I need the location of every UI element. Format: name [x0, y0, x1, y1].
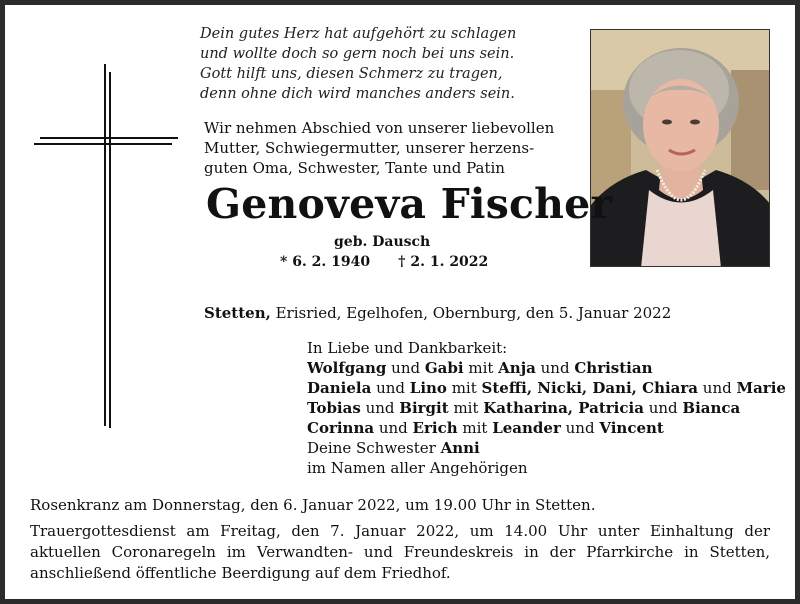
family-line [307, 418, 786, 438]
funeral-service-notice: Trauergottesdienst am Freitag, den 7. Januar 2022, um 14.00 Uhr unter Einhaltung der aktuellen Coronaregeln im Verwandten- und Freundeskreis in der Pfarrkirche in Stetten, anschließend öffentliche Beerdigung auf dem Friedhof. [30, 522, 770, 582]
intro-line: Wir nehmen Abschied von unserer liebevollen [204, 119, 555, 137]
family-line [307, 398, 786, 418]
place-date-rest: Erisried, Egelhofen, Obernburg, den 5. Januar 2022 [270, 304, 672, 322]
family-segment: Wolfgang [307, 359, 387, 377]
family-segment: mit [463, 359, 499, 377]
family-segment: und [698, 379, 737, 397]
family-segment: Tobias [307, 399, 361, 417]
place-date-line [204, 304, 671, 322]
family-segment: Katharina, Patricia [483, 399, 644, 417]
family-segment: Anni [440, 439, 480, 457]
family-segment: mit [446, 379, 482, 397]
family-segment: im Namen aller Angehörigen [307, 459, 528, 477]
birth-date: * 6. 2. 1940 [280, 254, 371, 270]
life-dates [280, 254, 488, 270]
family-segment: Erich [412, 419, 458, 437]
deceased-name: Genoveva Fischer [206, 180, 613, 228]
family-segment: Gabi [424, 359, 464, 377]
family-line [307, 358, 786, 378]
family-line [307, 438, 786, 458]
family-list [307, 338, 786, 478]
portrait-photo [590, 29, 770, 267]
family-segment: und [643, 399, 683, 417]
family-segment: und [535, 359, 575, 377]
poem-line: und wollte doch so gern noch bei uns sein. [200, 46, 515, 62]
poem-line: denn ohne dich wird manches anders sein. [200, 86, 515, 102]
intro-text [204, 118, 554, 178]
family-segment: mit [448, 399, 484, 417]
family-segment: und [386, 359, 425, 377]
poem-line: Gott hilft uns, diesen Schmerz zu tragen, [200, 66, 503, 82]
family-segment: Anja [498, 359, 536, 377]
family-segment: Lino [409, 379, 447, 397]
family-segment: und [560, 419, 600, 437]
poem [200, 24, 516, 104]
death-date: † 2. 1. 2022 [398, 254, 489, 270]
intro-line: guten Oma, Schwester, Tante und Patin [204, 159, 505, 177]
family-segment: Steffi, Nicki, Dani, Chiara [481, 379, 699, 397]
family-line [307, 378, 786, 398]
family-segment: mit [457, 419, 493, 437]
family-segment: Bianca [682, 399, 741, 417]
family-line [307, 458, 786, 478]
family-segment: Marie [736, 379, 786, 397]
maiden-name: geb. Dausch [334, 234, 431, 250]
rosary-notice: Rosenkranz am Donnerstag, den 6. Januar 2022, um 19.00 Uhr in Stetten. [30, 496, 596, 514]
town-name: Stetten, [204, 304, 271, 322]
family-segment: Birgit [399, 399, 449, 417]
family-segment: Corinna [307, 419, 375, 437]
family-segment: und [360, 399, 400, 417]
family-segment: Deine Schwester [307, 439, 441, 457]
family-segment: und [371, 379, 410, 397]
poem-line: Dein gutes Herz hat aufgehört zu schlagen [200, 26, 517, 42]
family-segment: und [374, 419, 413, 437]
intro-line: Mutter, Schwiegermutter, unserer herzens- [204, 139, 535, 157]
family-segment: Christian [574, 359, 653, 377]
family-heading: In Liebe und Dankbarkeit: [307, 339, 508, 357]
family-segment: Leander [492, 419, 561, 437]
family-segment: Daniela [307, 379, 372, 397]
family-segment: Vincent [599, 419, 664, 437]
